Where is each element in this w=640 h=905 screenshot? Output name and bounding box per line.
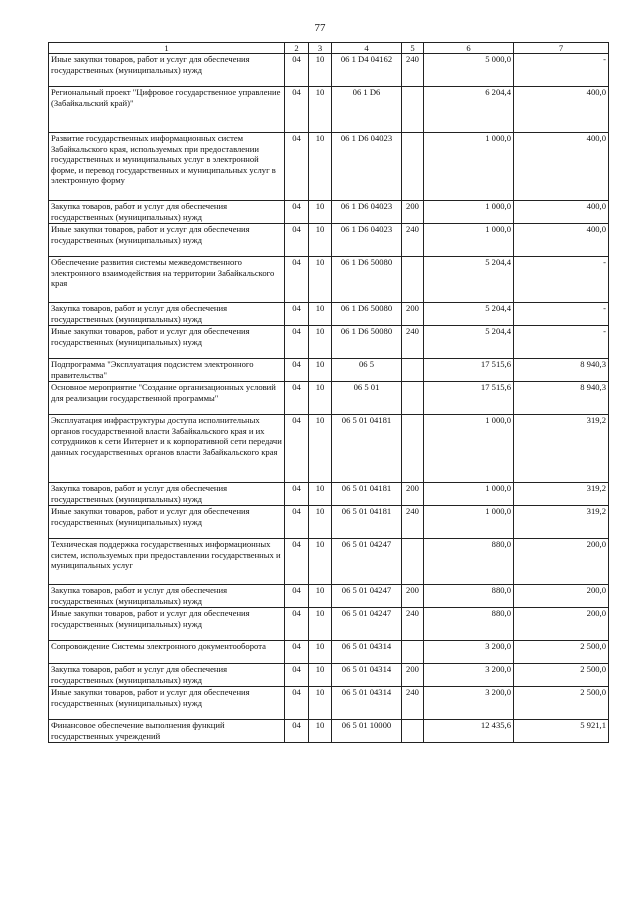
amount-col6-cell: 1 000,0 xyxy=(424,506,514,539)
column-header: 7 xyxy=(514,43,609,54)
row-name-cell: Техническая поддержка государственных информационных систем, используемых при предоставлении государственных и муниципальных услуг xyxy=(49,539,285,585)
subsection-code-cell: 10 xyxy=(309,608,332,641)
table-row xyxy=(49,483,609,506)
amount-col6-cell: 880,0 xyxy=(424,608,514,641)
table-row xyxy=(49,359,609,382)
subsection-code-cell: 10 xyxy=(309,382,332,415)
row-name-cell: Закупка товаров, работ и услуг для обеспечения государственных (муниципальных) нужд xyxy=(49,201,285,224)
row-name-cell: Иные закупки товаров, работ и услуг для обеспечения государственных (муниципальных) нужд xyxy=(49,326,285,359)
amount-col6-cell: 5 204,4 xyxy=(424,326,514,359)
section-code-cell: 04 xyxy=(285,54,309,87)
subsection-code-cell: 10 xyxy=(309,201,332,224)
expense-type-cell xyxy=(402,359,424,382)
expense-type-cell: 200 xyxy=(402,585,424,608)
subsection-code-cell: 10 xyxy=(309,720,332,743)
target-code-cell: 06 1 D4 04162 xyxy=(332,54,402,87)
amount-col6-cell: 17 515,6 xyxy=(424,359,514,382)
target-code-cell: 06 1 D6 04023 xyxy=(332,224,402,257)
amount-col7-cell: 200,0 xyxy=(514,539,609,585)
section-code-cell: 04 xyxy=(285,87,309,133)
subsection-code-cell: 10 xyxy=(309,257,332,303)
expense-type-cell xyxy=(402,415,424,483)
amount-col7-cell: 2 500,0 xyxy=(514,641,609,664)
target-code-cell: 06 1 D6 xyxy=(332,87,402,133)
amount-col6-cell: 1 000,0 xyxy=(424,483,514,506)
page-number: 77 xyxy=(314,22,326,34)
amount-col7-cell: 2 500,0 xyxy=(514,664,609,687)
amount-col6-cell: 3 200,0 xyxy=(424,664,514,687)
table-row xyxy=(49,257,609,303)
table-row xyxy=(49,303,609,326)
expense-type-cell: 240 xyxy=(402,326,424,359)
amount-col7-cell: 200,0 xyxy=(514,608,609,641)
amount-col7-cell: 400,0 xyxy=(514,87,609,133)
section-code-cell: 04 xyxy=(285,506,309,539)
subsection-code-cell: 10 xyxy=(309,539,332,585)
section-code-cell: 04 xyxy=(285,133,309,201)
section-code-cell: 04 xyxy=(285,201,309,224)
column-header: 1 xyxy=(49,43,285,54)
expense-type-cell: 200 xyxy=(402,303,424,326)
amount-col6-cell: 1 000,0 xyxy=(424,133,514,201)
amount-col7-cell: 2 500,0 xyxy=(514,687,609,720)
row-name-cell: Иные закупки товаров, работ и услуг для обеспечения государственных (муниципальных) нужд xyxy=(49,608,285,641)
amount-col6-cell: 1 000,0 xyxy=(424,415,514,483)
section-code-cell: 04 xyxy=(285,382,309,415)
expense-type-cell: 240 xyxy=(402,54,424,87)
table-row xyxy=(49,608,609,641)
target-code-cell: 06 5 01 04181 xyxy=(332,415,402,483)
amount-col7-cell: 8 940,3 xyxy=(514,382,609,415)
row-name-cell: Основное мероприятие "Создание организационных условий для реализации государственной программы" xyxy=(49,382,285,415)
subsection-code-cell: 10 xyxy=(309,483,332,506)
expense-type-cell xyxy=(402,257,424,303)
section-code-cell: 04 xyxy=(285,415,309,483)
row-name-cell: Эксплуатация инфраструктуры доступа исполнительных органов государственной власти Забайкальского края и их сотрудников к сети Интернет и к корпоративной сети передачи данных государственных органов власти Забайкальского края xyxy=(49,415,285,483)
expense-type-cell xyxy=(402,641,424,664)
amount-col6-cell: 17 515,6 xyxy=(424,382,514,415)
section-code-cell: 04 xyxy=(285,608,309,641)
section-code-cell: 04 xyxy=(285,664,309,687)
section-code-cell: 04 xyxy=(285,539,309,585)
row-name-cell: Иные закупки товаров, работ и услуг для обеспечения государственных (муниципальных) нужд xyxy=(49,687,285,720)
amount-col7-cell: - xyxy=(514,303,609,326)
table-row xyxy=(49,133,609,201)
section-code-cell: 04 xyxy=(285,585,309,608)
table-row xyxy=(49,224,609,257)
table-body xyxy=(49,54,609,743)
target-code-cell: 06 1 D6 04023 xyxy=(332,133,402,201)
amount-col7-cell: 319,2 xyxy=(514,483,609,506)
subsection-code-cell: 10 xyxy=(309,506,332,539)
target-code-cell: 06 5 01 10000 xyxy=(332,720,402,743)
amount-col7-cell: 400,0 xyxy=(514,224,609,257)
table-row xyxy=(49,585,609,608)
column-header: 5 xyxy=(402,43,424,54)
target-code-cell: 06 5 xyxy=(332,359,402,382)
amount-col7-cell: 400,0 xyxy=(514,133,609,201)
expense-type-cell: 200 xyxy=(402,201,424,224)
amount-col6-cell: 1 000,0 xyxy=(424,224,514,257)
amount-col6-cell: 5 204,4 xyxy=(424,303,514,326)
table-row xyxy=(49,720,609,743)
row-name-cell: Развитие государственных информационных систем Забайкальского края, используемых при предоставлении государственных и муниципальных услуг в электронной форме, и перевод государственных и муниципальных услуг в электронную форму xyxy=(49,133,285,201)
table-row xyxy=(49,506,609,539)
table-row xyxy=(49,664,609,687)
table-row xyxy=(49,326,609,359)
section-code-cell: 04 xyxy=(285,641,309,664)
section-code-cell: 04 xyxy=(285,687,309,720)
target-code-cell: 06 5 01 04247 xyxy=(332,539,402,585)
row-name-cell: Иные закупки товаров, работ и услуг для обеспечения государственных (муниципальных) нужд xyxy=(49,54,285,87)
section-code-cell: 04 xyxy=(285,224,309,257)
section-code-cell: 04 xyxy=(285,483,309,506)
amount-col7-cell: 319,2 xyxy=(514,506,609,539)
amount-col7-cell: 319,2 xyxy=(514,415,609,483)
expense-type-cell: 200 xyxy=(402,664,424,687)
section-code-cell: 04 xyxy=(285,257,309,303)
amount-col6-cell: 5 204,4 xyxy=(424,257,514,303)
table-row xyxy=(49,54,609,87)
column-header: 6 xyxy=(424,43,514,54)
budget-table xyxy=(48,42,609,743)
subsection-code-cell: 10 xyxy=(309,359,332,382)
column-header: 3 xyxy=(309,43,332,54)
row-name-cell: Подпрограмма "Эксплуатация подсистем электронного правительства" xyxy=(49,359,285,382)
row-name-cell: Обеспечение развития системы межведомственного электронного взаимодействия на территории Забайкальского края xyxy=(49,257,285,303)
column-header-row xyxy=(49,43,609,54)
subsection-code-cell: 10 xyxy=(309,303,332,326)
subsection-code-cell: 10 xyxy=(309,54,332,87)
amount-col6-cell: 3 200,0 xyxy=(424,641,514,664)
target-code-cell: 06 1 D6 50080 xyxy=(332,303,402,326)
table-row xyxy=(49,87,609,133)
table-row xyxy=(49,415,609,483)
amount-col7-cell: - xyxy=(514,326,609,359)
row-name-cell: Закупка товаров, работ и услуг для обеспечения государственных (муниципальных) нужд xyxy=(49,585,285,608)
expense-type-cell xyxy=(402,539,424,585)
amount-col7-cell: 8 940,3 xyxy=(514,359,609,382)
target-code-cell: 06 5 01 04314 xyxy=(332,687,402,720)
target-code-cell: 06 5 01 04247 xyxy=(332,608,402,641)
amount-col6-cell: 3 200,0 xyxy=(424,687,514,720)
row-name-cell: Иные закупки товаров, работ и услуг для обеспечения государственных (муниципальных) нужд xyxy=(49,224,285,257)
expense-type-cell xyxy=(402,720,424,743)
subsection-code-cell: 10 xyxy=(309,687,332,720)
amount-col7-cell: 5 921,1 xyxy=(514,720,609,743)
table-row xyxy=(49,641,609,664)
subsection-code-cell: 10 xyxy=(309,641,332,664)
target-code-cell: 06 5 01 xyxy=(332,382,402,415)
subsection-code-cell: 10 xyxy=(309,415,332,483)
amount-col7-cell: - xyxy=(514,54,609,87)
target-code-cell: 06 5 01 04314 xyxy=(332,664,402,687)
subsection-code-cell: 10 xyxy=(309,133,332,201)
target-code-cell: 06 1 D6 50080 xyxy=(332,257,402,303)
expense-type-cell: 240 xyxy=(402,687,424,720)
row-name-cell: Финансовое обеспечение выполнения функций государственных учреждений xyxy=(49,720,285,743)
expense-type-cell xyxy=(402,133,424,201)
amount-col6-cell: 12 435,6 xyxy=(424,720,514,743)
column-header: 4 xyxy=(332,43,402,54)
amount-col6-cell: 880,0 xyxy=(424,585,514,608)
row-name-cell: Сопровождение Системы электронного документооборота xyxy=(49,641,285,664)
table-row xyxy=(49,201,609,224)
expense-type-cell xyxy=(402,382,424,415)
amount-col6-cell: 880,0 xyxy=(424,539,514,585)
amount-col6-cell: 6 204,4 xyxy=(424,87,514,133)
column-header: 2 xyxy=(285,43,309,54)
target-code-cell: 06 5 01 04181 xyxy=(332,483,402,506)
subsection-code-cell: 10 xyxy=(309,585,332,608)
amount-col7-cell: - xyxy=(514,257,609,303)
row-name-cell: Региональный проект "Цифровое государственное управление (Забайкальский край)" xyxy=(49,87,285,133)
expense-type-cell: 240 xyxy=(402,608,424,641)
target-code-cell: 06 5 01 04181 xyxy=(332,506,402,539)
expense-type-cell: 240 xyxy=(402,506,424,539)
section-code-cell: 04 xyxy=(285,720,309,743)
amount-col6-cell: 5 000,0 xyxy=(424,54,514,87)
row-name-cell: Закупка товаров, работ и услуг для обеспечения государственных (муниципальных) нужд xyxy=(49,303,285,326)
row-name-cell: Закупка товаров, работ и услуг для обеспечения государственных (муниципальных) нужд xyxy=(49,483,285,506)
subsection-code-cell: 10 xyxy=(309,224,332,257)
subsection-code-cell: 10 xyxy=(309,326,332,359)
section-code-cell: 04 xyxy=(285,359,309,382)
table-row xyxy=(49,539,609,585)
amount-col6-cell: 1 000,0 xyxy=(424,201,514,224)
target-code-cell: 06 1 D6 04023 xyxy=(332,201,402,224)
target-code-cell: 06 1 D6 50080 xyxy=(332,326,402,359)
table-row xyxy=(49,687,609,720)
table-row xyxy=(49,382,609,415)
expense-type-cell xyxy=(402,87,424,133)
row-name-cell: Иные закупки товаров, работ и услуг для обеспечения государственных (муниципальных) нужд xyxy=(49,506,285,539)
expense-type-cell: 240 xyxy=(402,224,424,257)
amount-col7-cell: 400,0 xyxy=(514,201,609,224)
amount-col7-cell: 200,0 xyxy=(514,585,609,608)
section-code-cell: 04 xyxy=(285,303,309,326)
subsection-code-cell: 10 xyxy=(309,87,332,133)
row-name-cell: Закупка товаров, работ и услуг для обеспечения государственных (муниципальных) нужд xyxy=(49,664,285,687)
section-code-cell: 04 xyxy=(285,326,309,359)
expense-type-cell: 200 xyxy=(402,483,424,506)
subsection-code-cell: 10 xyxy=(309,664,332,687)
target-code-cell: 06 5 01 04314 xyxy=(332,641,402,664)
target-code-cell: 06 5 01 04247 xyxy=(332,585,402,608)
